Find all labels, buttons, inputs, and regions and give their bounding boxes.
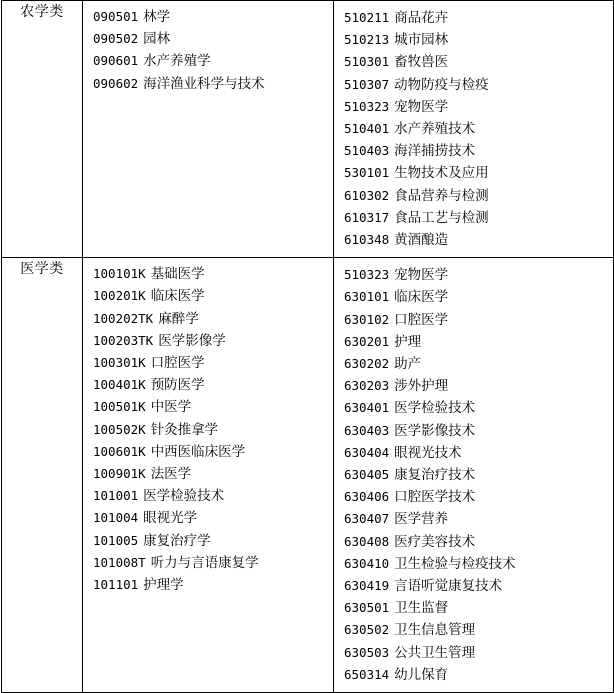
- major-code: 510323: [344, 98, 390, 114]
- major-name: 海洋渔业科学与技术: [143, 75, 265, 92]
- list-item: [83, 263, 333, 285]
- list-item: [83, 463, 333, 485]
- major-list: [334, 258, 613, 692]
- list-item: [83, 485, 333, 507]
- major-name: 医学检验技术: [143, 488, 225, 505]
- list-item: [334, 74, 613, 96]
- major-name: 卫生监督: [394, 600, 449, 617]
- list-item: [334, 264, 613, 286]
- major-name: 城市园林: [394, 32, 449, 49]
- list-item: [334, 420, 613, 442]
- major-name: 中西医临床医学: [150, 443, 246, 460]
- major-name: 卫生信息管理: [394, 622, 476, 639]
- major-name: 口腔医学: [394, 311, 449, 328]
- major-name: 基础医学: [150, 266, 205, 283]
- list-item: [83, 441, 333, 463]
- major-code: 510307: [344, 76, 390, 92]
- major-name: 眼视光技术: [394, 444, 462, 461]
- major-name: 林学: [143, 9, 171, 25]
- major-code: 630406: [344, 489, 390, 505]
- major-name: 黄酒酿造: [394, 232, 449, 249]
- major-code: 610317: [344, 209, 390, 225]
- major-code: 630405: [344, 467, 390, 483]
- list-item: [334, 309, 613, 331]
- vocational-majors-cell-medicine: [334, 258, 614, 693]
- list-item: [334, 229, 613, 251]
- major-code: 510213: [344, 32, 390, 48]
- major-name: 言语听觉康复技术: [394, 578, 503, 595]
- category-cell-medicine: [2, 258, 83, 693]
- list-item: [83, 308, 333, 330]
- major-name: 医学影像技术: [394, 422, 476, 439]
- major-list: [334, 1, 613, 257]
- major-code: 630501: [344, 600, 390, 616]
- list-item: [83, 552, 333, 574]
- major-name: 口腔医学技术: [394, 489, 476, 506]
- major-code: 630403: [344, 422, 390, 438]
- major-name: 麻醉学: [158, 310, 199, 327]
- list-item: [334, 140, 613, 162]
- major-code: 630202: [344, 356, 390, 372]
- major-code: 101005: [93, 532, 139, 548]
- major-name: 幼儿保育: [394, 666, 449, 683]
- major-code: 510211: [344, 10, 390, 25]
- list-item: [334, 664, 613, 686]
- list-item: [334, 51, 613, 73]
- major-name: 护理学: [143, 577, 184, 594]
- major-name: 卫生检验与检疫技术: [394, 555, 516, 572]
- major-code: 510323: [344, 267, 390, 283]
- major-name: 水产养殖学: [143, 53, 211, 70]
- list-item: [83, 285, 333, 307]
- major-name: 针灸推拿学: [150, 421, 219, 438]
- list-item: [334, 508, 613, 530]
- major-code: 100601K: [93, 443, 146, 459]
- major-code: 630203: [344, 378, 390, 394]
- list-item: [334, 375, 613, 397]
- major-name: 中医学: [150, 399, 192, 416]
- list-item: [83, 396, 333, 418]
- major-code: 090501: [93, 9, 139, 24]
- major-code: 630407: [344, 511, 390, 527]
- major-code: 100501K: [93, 399, 146, 415]
- major-code: 510301: [344, 54, 390, 70]
- list-item: [334, 331, 613, 353]
- table-row: [2, 258, 614, 693]
- major-code: 100502K: [93, 421, 146, 437]
- major-name: 涉外护理: [394, 378, 449, 395]
- major-list: [83, 1, 333, 101]
- list-item: [83, 28, 333, 50]
- undergraduate-majors-cell-medicine: [83, 258, 334, 693]
- major-name: 食品营养与检测: [394, 187, 489, 204]
- major-code: 090502: [93, 31, 139, 47]
- major-code: 101004: [93, 510, 139, 526]
- major-name: 助产: [394, 356, 422, 373]
- list-item: [83, 530, 333, 552]
- list-item: [334, 597, 613, 619]
- major-code: 100202TK: [93, 310, 154, 326]
- major-name: 临床医学: [150, 288, 205, 305]
- list-item: [334, 162, 613, 184]
- major-code: 510403: [344, 143, 390, 159]
- list-item: [334, 442, 613, 464]
- list-item: [334, 642, 613, 664]
- major-name: 临床医学: [394, 289, 449, 306]
- list-item: [334, 353, 613, 375]
- major-code: 090602: [93, 75, 139, 91]
- major-code: 630410: [344, 555, 390, 571]
- major-name: 宠物医学: [394, 267, 449, 284]
- major-code: 630101: [344, 289, 390, 305]
- major-name: 食品工艺与检测: [394, 209, 489, 226]
- list-item: [83, 330, 333, 352]
- major-code: 101101: [93, 577, 139, 593]
- major-code: 630401: [344, 400, 390, 416]
- list-item: [83, 6, 333, 28]
- list-item: [334, 29, 613, 51]
- major-code: 530101: [344, 165, 390, 181]
- major-code: 630502: [344, 622, 390, 638]
- major-code: 100401K: [93, 377, 146, 393]
- list-item: [334, 185, 613, 207]
- major-name: 听力与言语康复学: [150, 554, 259, 571]
- list-item: [83, 50, 333, 72]
- list-item: [83, 507, 333, 529]
- major-code: 090601: [93, 53, 139, 69]
- major-name: 预防医学: [150, 377, 205, 394]
- major-code: 100301K: [93, 355, 146, 371]
- major-code: 101001: [93, 488, 139, 504]
- major-name: 水产养殖技术: [394, 121, 476, 138]
- list-item: [334, 619, 613, 641]
- major-code: 100901K: [93, 466, 146, 482]
- major-name: 园林: [143, 31, 171, 48]
- list-item: [334, 286, 613, 308]
- vocational-majors-cell-agriculture: [334, 1, 614, 258]
- major-name: 口腔医学: [150, 355, 205, 372]
- category-label: 医学类: [20, 261, 64, 278]
- major-name: 眼视光学: [143, 510, 198, 527]
- list-item: [83, 574, 333, 596]
- major-code: 510401: [344, 121, 390, 137]
- list-item: [334, 118, 613, 140]
- major-name: 动物防疫与检疫: [394, 76, 489, 93]
- major-name: 畜牧兽医: [394, 54, 449, 71]
- major-name: 康复治疗技术: [394, 467, 476, 484]
- list-item: [334, 531, 613, 553]
- major-code: 610348: [344, 232, 390, 248]
- list-item: [334, 464, 613, 486]
- major-name: 法医学: [150, 466, 192, 483]
- list-item: [334, 96, 613, 118]
- list-item: [334, 7, 613, 29]
- table-row: [2, 1, 614, 258]
- list-item: [334, 207, 613, 229]
- major-list: [83, 258, 333, 602]
- major-name: 医学检验技术: [394, 400, 476, 417]
- list-item: [334, 486, 613, 508]
- list-item: [83, 73, 333, 95]
- list-item: [83, 352, 333, 374]
- major-name: 生物技术及应用: [394, 165, 489, 182]
- major-code: 630201: [344, 333, 390, 349]
- major-code: 100201K: [93, 288, 146, 304]
- major-name: 康复治疗学: [143, 532, 211, 549]
- table-body: [2, 1, 614, 693]
- major-name: 公共卫生管理: [394, 644, 476, 661]
- major-category-table: [1, 0, 614, 693]
- major-name: 护理: [394, 333, 422, 350]
- major-name: 医学影像学: [158, 332, 226, 349]
- undergraduate-majors-cell-agriculture: [83, 1, 334, 258]
- major-code: 101008T: [93, 554, 146, 570]
- major-code: 630419: [344, 578, 390, 594]
- list-item: [83, 419, 333, 441]
- list-item: [334, 553, 613, 575]
- category-cell-agriculture: [2, 1, 83, 258]
- major-code: 610302: [344, 187, 390, 203]
- major-code: 650314: [344, 666, 390, 682]
- major-name: 医疗美容技术: [394, 533, 476, 550]
- major-code: 630404: [344, 444, 390, 460]
- major-code: 630408: [344, 533, 390, 549]
- list-item: [83, 374, 333, 396]
- major-code: 630503: [344, 644, 390, 660]
- major-name: 医学营养: [394, 511, 449, 528]
- major-code: 100101K: [93, 266, 146, 282]
- major-name: 商品花卉: [394, 10, 449, 26]
- major-code: 630102: [344, 311, 390, 327]
- major-name: 宠物医学: [394, 98, 449, 115]
- list-item: [334, 575, 613, 597]
- major-code: 100203TK: [93, 332, 154, 348]
- major-name: 海洋捕捞技术: [394, 143, 476, 160]
- list-item: [334, 397, 613, 419]
- category-label: 农学类: [20, 4, 64, 20]
